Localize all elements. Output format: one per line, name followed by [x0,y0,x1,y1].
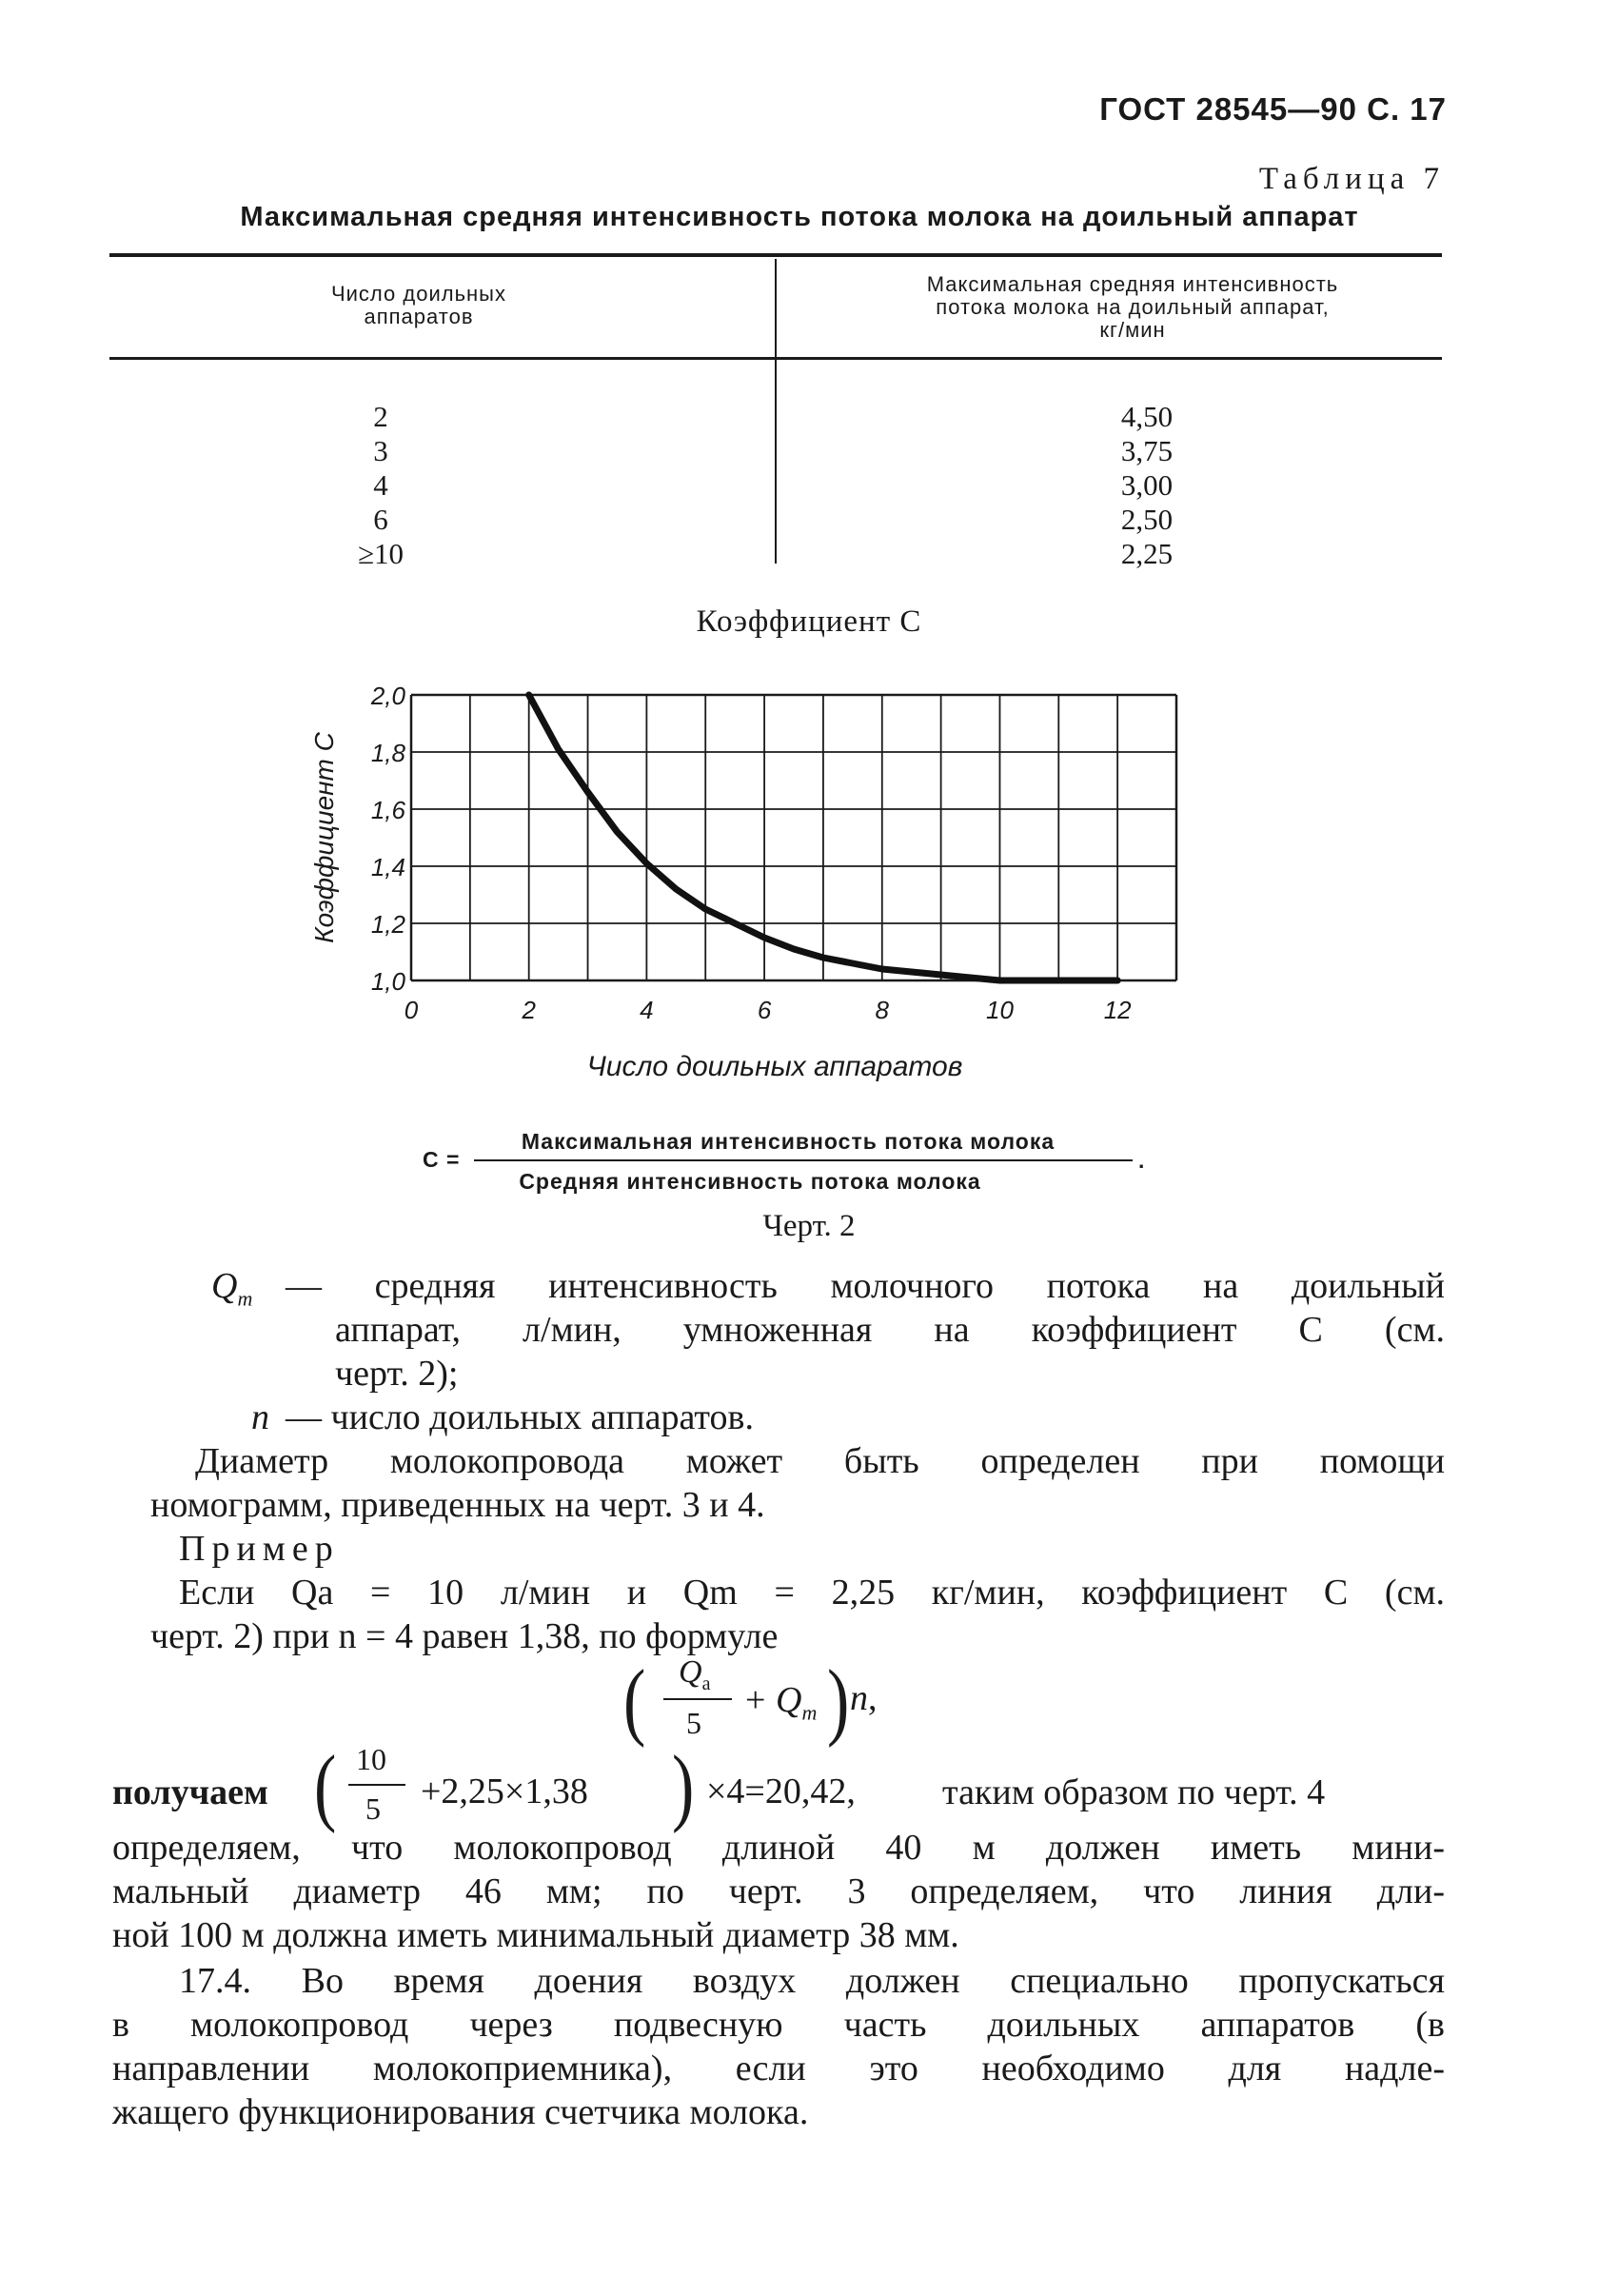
table-column-header-count: Число доильных аппаратов [330,282,506,328]
table-body-value [1085,400,1209,571]
product-term: +2,25×1,38 [421,1771,588,1811]
table-cell: 2,50 [1120,503,1174,536]
paragraph-line: черт. 2) при n = 4 равен 1,38, по формуле [150,1616,779,1656]
formula-fraction-bar [474,1159,1133,1161]
table-cell: 2 [373,400,388,433]
paragraph-line: направлении молокоприемника), если это необходимо для надле- [112,2049,1445,2088]
paragraph-line: определяем, что молокопровод длиной 40 м должен иметь мини- [112,1828,1445,1868]
frac-bar [663,1698,732,1700]
x-tick-label: 2 [522,996,536,1024]
n-term: n, [850,1678,878,1718]
formula-terminator: . [1138,1148,1146,1173]
y-tick-label: 1,2 [370,910,405,939]
qm-term: $Q_m$ [776,1680,818,1725]
table-column-header-flow: Максимальная средняя интенсивность потока молока на доильный аппарат, кг/мин [926,272,1339,342]
example-heading: Пример [179,1529,340,1569]
left-paren: ( [623,1653,646,1750]
x-tick-label: 10 [986,996,1014,1024]
paragraph-line: 17.4. Во время доения воздух должен специально пропускаться [179,1961,1445,2001]
frac-den: 5 [686,1706,701,1740]
x-tick-label: 0 [404,996,419,1024]
y-tick-label: 1,6 [370,796,405,824]
definition-n-text: — число доильных аппаратов. [286,1397,754,1437]
table-header-rule [109,357,1442,360]
coefficient-chart [286,666,1218,1085]
paragraph-line: в молокопровод через подвесную часть доильных аппаратов (в [112,2005,1445,2045]
right-paren: ) [827,1653,850,1750]
x-axis-label: Число доильных аппаратов [586,1051,963,1082]
definition-n-symbol: n [251,1397,269,1437]
definition-qm-text-1: — средняя интенсивность молочного потока на доильный [286,1266,1445,1306]
definition-qm [211,1264,252,1321]
formula-denominator: Средняя интенсивность потока молока [519,1169,981,1194]
table-label: Таблица 7 [1258,162,1445,196]
y-tick-label: 1,0 [370,967,405,996]
table-column-divider [775,259,777,564]
table-cell: 3,75 [1120,434,1174,467]
table-cell: 3,00 [1120,468,1174,502]
table-cell: 2,25 [1120,537,1174,570]
formula-lhs: C = [423,1147,461,1172]
table-cell: ≥10 [357,537,404,570]
chart-title: Коэффициент C [696,604,922,639]
paragraph-line: мальный диаметр 46 мм; по черт. 3 определяем, что линия дли- [112,1871,1445,1911]
frac-bar [348,1784,405,1786]
paragraph-line: жащего функционирования счетчика молока. [112,2092,809,2132]
formula-numerator: Максимальная интенсивность потока молока [521,1129,1056,1154]
table-cell: 3 [373,434,388,467]
result-prefix: получаем [112,1772,268,1812]
definition-qm-text-2: аппарат, л/мин, умноженная на коэффициент C (см. [335,1310,1445,1350]
y-tick-label: 1,8 [370,739,405,767]
x-tick-label: 4 [640,996,654,1024]
x-tick-label: 12 [1103,996,1132,1024]
x-tick-label: 8 [875,996,890,1024]
table-cell: 4 [373,468,388,502]
document-header: ГОСТ 28545—90 С. 17 [1099,91,1447,127]
y-tick-label: 1,4 [370,853,405,881]
y-axis-label: Коэффициент C [309,732,339,943]
definition-qm-text-3: черт. 2); [335,1354,459,1394]
left-paren: ( [314,1739,337,1835]
figure-caption: Черт. 2 [762,1209,856,1243]
frac-den: 5 [365,1791,381,1826]
symbol-m: m [237,1286,253,1311]
right-paren: ) [672,1739,695,1835]
y-tick-label: 2,0 [370,682,405,710]
table-title: Максимальная средняя интенсивность потока молока на доильный аппарат [240,202,1359,232]
paragraph-line: номограмм, приведенных на черт. 3 и 4. [150,1485,765,1525]
frac-num: $Q_а$ [679,1654,711,1694]
x-tick-label: 6 [757,996,772,1024]
table-cell: 4,50 [1120,400,1174,433]
paragraph-line: Если Qa = 10 л/мин и Qm = 2,25 кг/мин, коэффициент C (см. [179,1573,1445,1613]
frac-num: 10 [356,1742,386,1776]
table-top-rule [109,253,1442,257]
table-cell: 6 [373,503,388,536]
result-value: ×4=20,42, [706,1771,856,1811]
plus-sign: + [745,1680,766,1720]
table-body-count [333,400,428,571]
symbol-q: Q [211,1266,238,1306]
result-suffix: таким образом по черт. 4 [942,1772,1326,1812]
paragraph-line: Диаметр молокопровода может быть определен при помощи [195,1441,1445,1481]
paragraph-line: ной 100 м должна иметь минимальный диаметр 38 мм. [112,1915,959,1955]
